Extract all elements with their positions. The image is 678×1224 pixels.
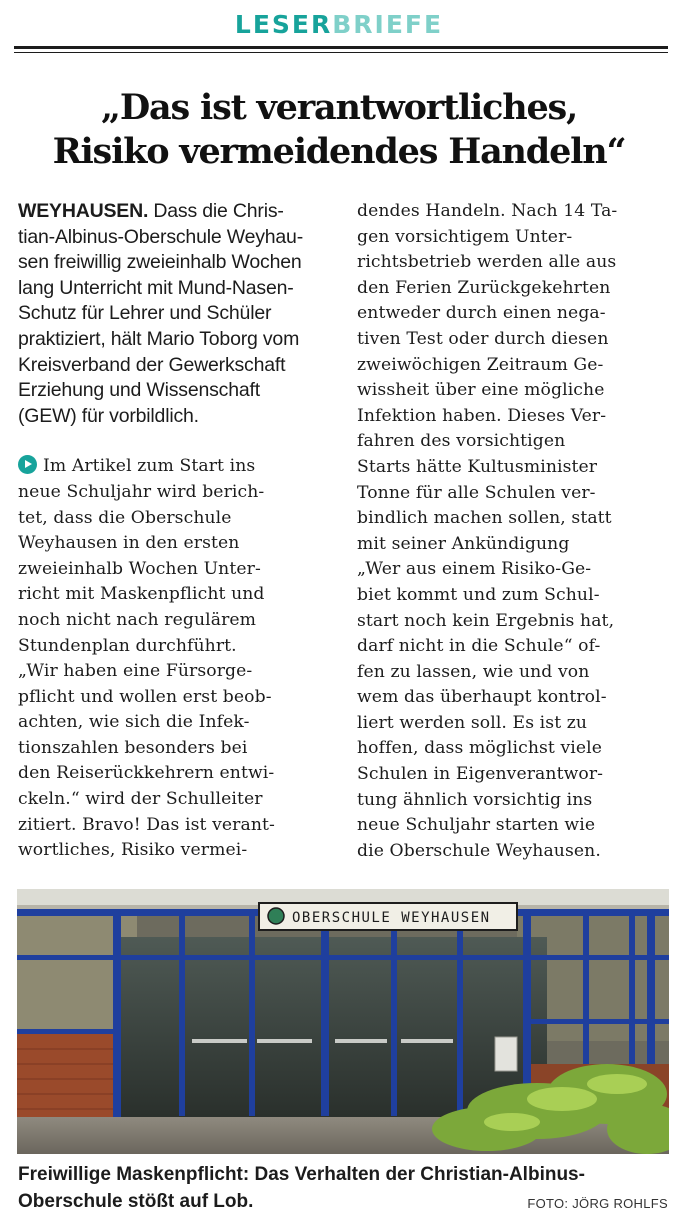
body-line: fahren des vorsichtigen [357, 431, 566, 452]
lead-line: sen freiwillig zweieinhalb Wochen [18, 251, 302, 274]
lead-line: Schutz für Lehrer und Schüler [18, 302, 272, 325]
section-kicker [0, 10, 678, 40]
lead-line: lang Unterricht mit Mund-Nasen- [18, 276, 294, 299]
lead-line: WEYHAUSEN. Dass die Chris- [18, 200, 284, 222]
body-line: Tonne für alle Schulen ver- [357, 482, 596, 503]
article-column-right [357, 199, 669, 864]
caption-line: Oberschule stößt auf Lob. [18, 1191, 254, 1212]
article-headline [0, 86, 678, 174]
body-line: tiven Test oder durch diesen [357, 328, 609, 349]
kicker-briefe: BRIEFE [332, 10, 444, 39]
body-line: die Oberschule Weyhausen. [357, 840, 601, 861]
body-line: zweiwöchigen Zeitraum Ge- [357, 354, 604, 375]
body-line: Stundenplan durchführt. [18, 635, 237, 656]
body-line: hoffen, dass möglichst viele [357, 738, 603, 759]
body-line: gen vorsichtigem Unter- [357, 226, 573, 247]
lead-line: Kreisverband der Gewerkschaft [18, 353, 286, 376]
body-line: richtsbetrieb werden alle aus [357, 252, 617, 273]
body-line: Schulen in Eigenverantwor- [357, 764, 604, 785]
body-line: darf nicht in die Schule“ of- [357, 636, 601, 657]
body-line: Im Artikel zum Start ins [18, 454, 336, 480]
lead-line: praktiziert, hält Mario Toborg vom [18, 327, 300, 350]
body-line: zweieinhalb Wochen Unter- [18, 558, 261, 579]
body-line: zitiert. Bravo! Das ist verant- [18, 814, 275, 835]
school-entrance-photo [17, 889, 669, 1154]
body-line: biet kommt und zum Schul- [357, 584, 600, 605]
body-line: den Reiserückkehrern entwi- [18, 763, 275, 784]
body-line: neue Schuljahr wird berich- [18, 481, 265, 502]
body-line: richt mit Maskenpflicht und [18, 584, 265, 605]
body-line: Starts hätte Kultusminister [357, 456, 598, 477]
headline-line: Risiko vermeidendes Handeln“ [52, 131, 626, 172]
body-line: den Ferien Zurückgekehrten [357, 277, 611, 298]
body-line: „Wer aus einem Risiko-Ge- [357, 559, 592, 580]
body-line: Infektion haben. Dieses Ver- [357, 405, 607, 426]
lead-line: tian-Albinus-Oberschule Weyhau- [18, 225, 303, 248]
body-line: liert werden soll. Es ist zu [357, 712, 588, 733]
body-line: tung ähnlich vorsichtig ins [357, 789, 593, 810]
entrance-sign-text: OBERSCHULE WEYHAUSEN [292, 910, 491, 926]
lead-line: (GEW) für vorbildlich. [18, 404, 199, 427]
body-line: tionszahlen besonders bei [18, 737, 248, 758]
body-line: pflicht und wollen erst beob- [18, 686, 272, 707]
article-column-left [18, 199, 336, 864]
section-rule-thick [14, 46, 668, 49]
body-line: start noch kein Ergebnis hat, [357, 610, 615, 631]
body-line: ckeln.“ wird der Schulleiter [18, 789, 263, 810]
body-line: mit seiner Ankündigung [357, 533, 570, 554]
body-line: dendes Handeln. Nach 14 Ta- [357, 201, 618, 221]
kicker-leser: LESER [234, 10, 333, 39]
body-line: „Wir haben eine Fürsorge- [18, 661, 253, 682]
body-line: neue Schuljahr starten wie [357, 815, 596, 836]
dateline: WEYHAUSEN. [18, 200, 149, 222]
lead-line: Erziehung und Wissenschaft [18, 379, 260, 402]
body-line: fen zu lassen, wie und von [357, 661, 590, 682]
body-line: wem das überhaupt kontrol- [357, 687, 607, 708]
play-arrow-icon [18, 455, 37, 474]
caption-line: Freiwillige Maskenpflicht: Das Verhalten der Christian-Albinus- [18, 1164, 585, 1185]
section-rule-thin [14, 52, 668, 53]
body-line: wortliches, Risiko vermei- [18, 840, 248, 861]
body-line: entweder durch einen nega- [357, 303, 606, 324]
body-line: noch nicht nach regulärem [18, 609, 257, 630]
body-line: achten, wie sich die Infek- [18, 712, 250, 733]
photo-credit: FOTO: JÖRG ROHLFS [527, 1196, 668, 1211]
body-line: tet, dass die Oberschule [18, 507, 232, 528]
headline-line: „Das ist verantwortliches, [100, 87, 578, 128]
body-line: wissheit über eine mögliche [357, 380, 605, 401]
body-line: bindlich machen sollen, statt [357, 508, 612, 529]
body-line: Weyhausen in den ersten [18, 533, 240, 554]
